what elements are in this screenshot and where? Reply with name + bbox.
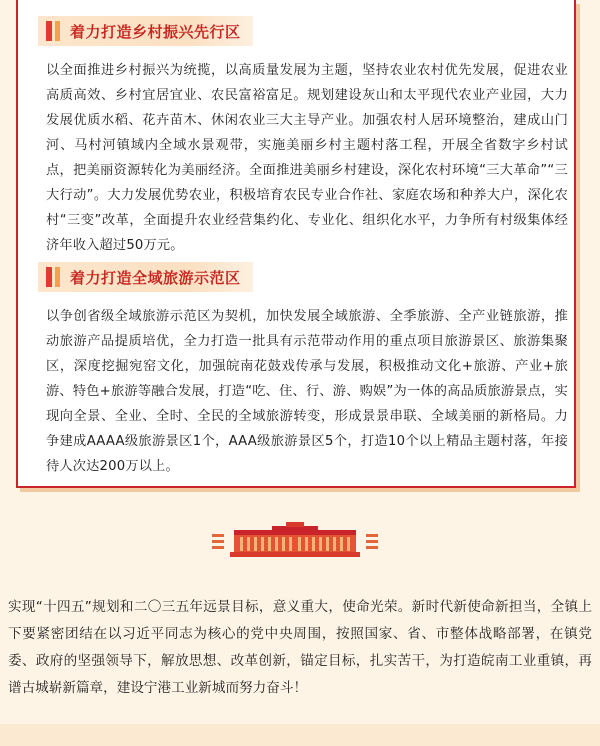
header-accent-bar bbox=[46, 21, 52, 41]
content-card bbox=[16, 0, 576, 488]
header-accent-bar-secondary bbox=[55, 21, 60, 41]
section-header-tourism bbox=[38, 262, 253, 292]
section-header-rural-revitalization bbox=[38, 16, 253, 46]
closing-paragraph: 实现“十四五”规划和二〇三五年远景目标，意义重大，使命光荣。新时代新使命新担当，全镇上下要紧密团结在以习近平同志为核心的党中央周围，按照国家、省、市整体战略部署，在镇党委、政府的坚强领导下，解放思想、改革创新，锚定目标，扎实苦干，为打造皖南工业重镇，再谱古城崭新篇章，建设宁港工业新城而努力奋斗！ bbox=[8, 599, 592, 696]
section-paragraph: 以争创省级全域旅游示范区为契机，加快发展全域旅游、全季旅游、全产业链旅游，推动旅游产品提质培优，全力打造一批具有示范带动作用的重点项目旅游景区、旅游集聚区，深度挖掘宛窑文化，加强皖南花鼓戏传承与发展，积极推动文化+旅游、产业+旅游、特色+旅游等融合发展，打造“吃、住、行、游、购娱”为一体的高品质旅游景点，实现向全景、全业、全时、全民的全域旅游转变，形成景景串联、全域美丽的新格局。力争建成AAAA级旅游景区1个，AAA级旅游景区5个，打造10个以上精品主题村落，年接待人次达200万以上。 bbox=[46, 309, 568, 474]
section-title: 着力打造乡村振兴先行区 bbox=[70, 22, 241, 41]
great-hall-emblem-icon bbox=[212, 522, 378, 558]
header-accent-bar bbox=[46, 267, 52, 287]
section-title: 着力打造全域旅游示范区 bbox=[70, 268, 241, 287]
footer-band bbox=[0, 724, 600, 746]
header-accent-bar-secondary bbox=[55, 267, 60, 287]
section-paragraph: 以全面推进乡村振兴为统揽，以高质量发展为主题，坚持农业农村优先发展，促进农业高质高效、乡村宜居宜业、农民富裕富足。规划建设灰山和太平现代农业产业园，大力发展优质水稻、花卉苗木、休闲农业三大主导产业。加强农村人居环境整治，建成山门河、马村河镇域内全域水景观带，实施美丽乡村主题村落工程，开展全省数字乡村试点，把美丽资源转化为美丽经济。全面推进美丽乡村建设，深化农村环境“三大革命”“三大行动”。大力发展优势农业，积极培育农民专业合作社、家庭农场和种养大户，深化农村“三变”改革，全面提升农业经营集约化、专业化、组织化水平，力争所有村级集体经济年收入超过50万元。 bbox=[46, 63, 568, 253]
